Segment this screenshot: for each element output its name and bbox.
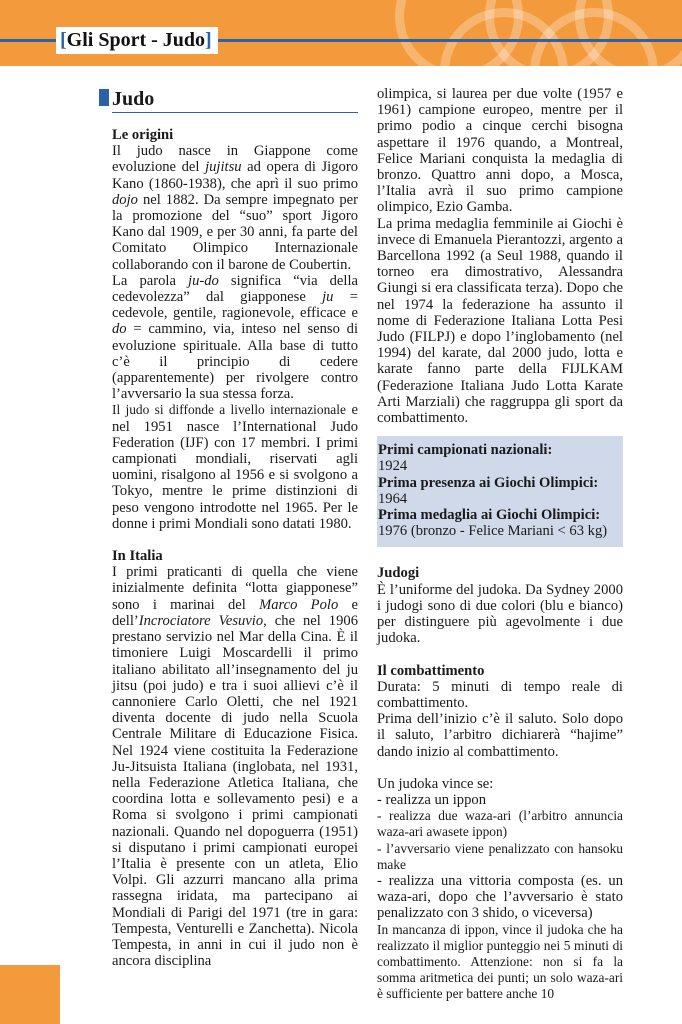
left-column — [112, 86, 358, 969]
fact-label: Primi campionati nazionali: — [378, 442, 553, 459]
page-corner-block — [0, 965, 60, 1024]
fact-label: Prima presenza ai Giochi Olimpici: — [378, 474, 599, 491]
bracket-close: ] — [205, 29, 212, 51]
heading-combattimento: Il combattimento — [377, 662, 485, 679]
section-header — [56, 27, 218, 54]
italia-paragraph-1-continued: olimpica, si laurea per due volte (1957 e 1961) campione europeo, mentre per il primo podio a cinque cerchi bisogna aspettare il 1976 quando, a Montreal, Felice Mariani conquista la medaglia di bronzo. Quattro anni dopo, a Mosca, l’Italia avrà il suo primo campione olimpico, Ezio Gamba. — [377, 86, 623, 216]
heading-origini: Le origini — [112, 127, 174, 143]
fact-item — [378, 475, 619, 507]
combattimento-saluto: Prima dell’inizio c’è il saluto. Solo dopo il saluto, l’arbitro dichiarerà “hajime” dando inizio al combattimento. — [377, 711, 623, 760]
vince-intro: Un judoka vince se: — [377, 775, 494, 792]
combattimento-punteggio: In mancanza di ippon, vince il judoka che ha realizzato il miglior punteggio nei 5 minuti di combattimento. Attenzione: non si fa la somma aritmetica dei punti; un solo waza-ari è sufficiente per battere anche 10 — [377, 921, 623, 1002]
italic-term: ju — [322, 289, 334, 306]
bracket-open: [ — [60, 29, 67, 51]
article-title: Judo — [112, 88, 155, 110]
italic-term: ju-do — [188, 272, 219, 289]
section-header-title: Gli Sport - Judo — [66, 29, 206, 51]
fact-value: 1964 — [378, 490, 408, 507]
vince-item: - realizza una vittoria composta (es. un waza-ari, dopo che l’avversario è stato penalizzato con 3 shido, o viceversa) — [377, 872, 623, 922]
fact-item — [378, 442, 619, 474]
heading-judogi: Judogi — [377, 565, 420, 582]
origini-paragraph-3-lead: Il judo si diffonde a livello internazionale — [112, 402, 346, 418]
heading-italia: In Italia — [112, 548, 163, 565]
origini-paragraph-2: La parola ju-do significa “via della cedevolezza” dal giapponese ju = cedevole, gentile, ragionevole, efficace e do = cammino, via, inteso nel senso di evoluzione spirituale. Alla base di tutto c’è il principio di cedere (apparentemente) per rivolgere contro l’avversario la sua stessa forza. — [112, 272, 358, 403]
origini-paragraph-3 — [112, 402, 358, 532]
fact-value: 1924 — [378, 458, 408, 475]
fact-item — [378, 507, 619, 539]
article-title-row — [112, 86, 358, 113]
italic-term: dojo — [112, 191, 138, 208]
italia-paragraph-1: I primi praticanti di quella che viene inizialmente definita “lotta giapponese” sono i marinai del Marco Polo e dell’Incrociatore Vesuvio, che nel 1906 prestano servizio nel Mar della Cina. È il timoniere Luigi Moscardelli il primo italiano abilitato all’insegnamento del ju jitsu (poi judo) e tra i suoi allievi c’è il cannoniere Carlo Oletti, che nel 1921 diventa docente di judo nella Scuola Centrale Militare di Educazione Fisica. Nel 1924 viene costituita la Federazione Ju-Jitsuista Italiana (inglobata, nel 1931, nella Federazione Atletica Italiana, che coordina lotta e sollevamento pesi) e a Roma si svolgono i primi campionati nazionali. Quando nel dopoguerra (1951) si disputano i primi campionati europei l’Italia è presente con un atleta, Elio Volpi. Gli azzurri mancano alla prima rassegna iridata, ma partecipano ai Mondiali di Parigi del 1971 (tre in gara: Tempesta, Venturelli e Zanchetta). Nicola Tempesta, in anni in cui il judo non è ancora disciplina — [112, 564, 358, 970]
facts-box — [377, 436, 623, 547]
italic-term: do — [112, 321, 127, 338]
right-column — [377, 86, 623, 1003]
vince-item: - realizza due waza-ari (l’arbitro annuncia waza-ari awasete ippon) — [377, 808, 623, 840]
vince-item: - realizza un ippon — [377, 791, 486, 808]
origini-paragraph-3-rest: e nel 1951 nasce l’International Judo Federation (IJF) con 17 membri. I primi campionati mondiali, riservati agli uomini, risalgono al 1956 e si svolgono a Tokyo, mentre le prime distinzioni di peso vengono introdotte nel 1965. Per le donne i primi Mondiali sono datati 1980. — [112, 402, 359, 532]
fact-value: 1976 (bronzo - Felice Mariani < 63 kg) — [378, 523, 608, 540]
italic-term: jujitsu — [205, 159, 242, 176]
combattimento-durata: Durata: 5 minuti di tempo reale di combattimento. — [377, 678, 623, 711]
judogi-paragraph: È l’uniforme del judoka. Da Sydney 2000 i judogi sono di due colori (blu e bianco) per distinguere più agevolmente i due judoka. — [377, 581, 623, 647]
italic-term: Marco Polo — [259, 596, 339, 613]
italic-term: Incrociatore Vesuvio — [138, 612, 264, 629]
fact-label: Prima medaglia ai Giochi Olimpici: — [378, 507, 601, 524]
origini-paragraph-1: Il judo nasce in Giappone come evoluzione del jujitsu ad opera di Jigoro Kano (1860-1938), che aprì il suo primo dojo nel 1882. Da sempre impegnato per la promozione del “suo” sport Jigoro Kano dal 1909, e per 30 anni, fa parte del Comitato Olimpico Internazionale collaborando con il barone de Coubertin. — [112, 143, 358, 273]
vince-item: - l’avversario viene penalizzato con hansoku make — [377, 840, 623, 872]
italia-paragraph-2: La prima medaglia femminile ai Giochi è invece di Emanuela Pierantozzi, argento a Barcellona 1992 (a Seul 1988, quando il torneo era dimostrativo, Alessandra Giungi si era classificata terza). Dopo che nel 1974 la federazione ha assunto il nome di Federazione Italiana Lotta Pesi Judo (FILPJ) e dopo l’inglobamento (nel 1994) del karate, dal 2000 judo, lotta e karate fanno parte della FIJLKAM (Federazione Italiana Judo Lotta Karate Arti Marziali) che raggruppa gli sport da combattimento. — [377, 215, 623, 427]
title-marker — [99, 89, 109, 106]
